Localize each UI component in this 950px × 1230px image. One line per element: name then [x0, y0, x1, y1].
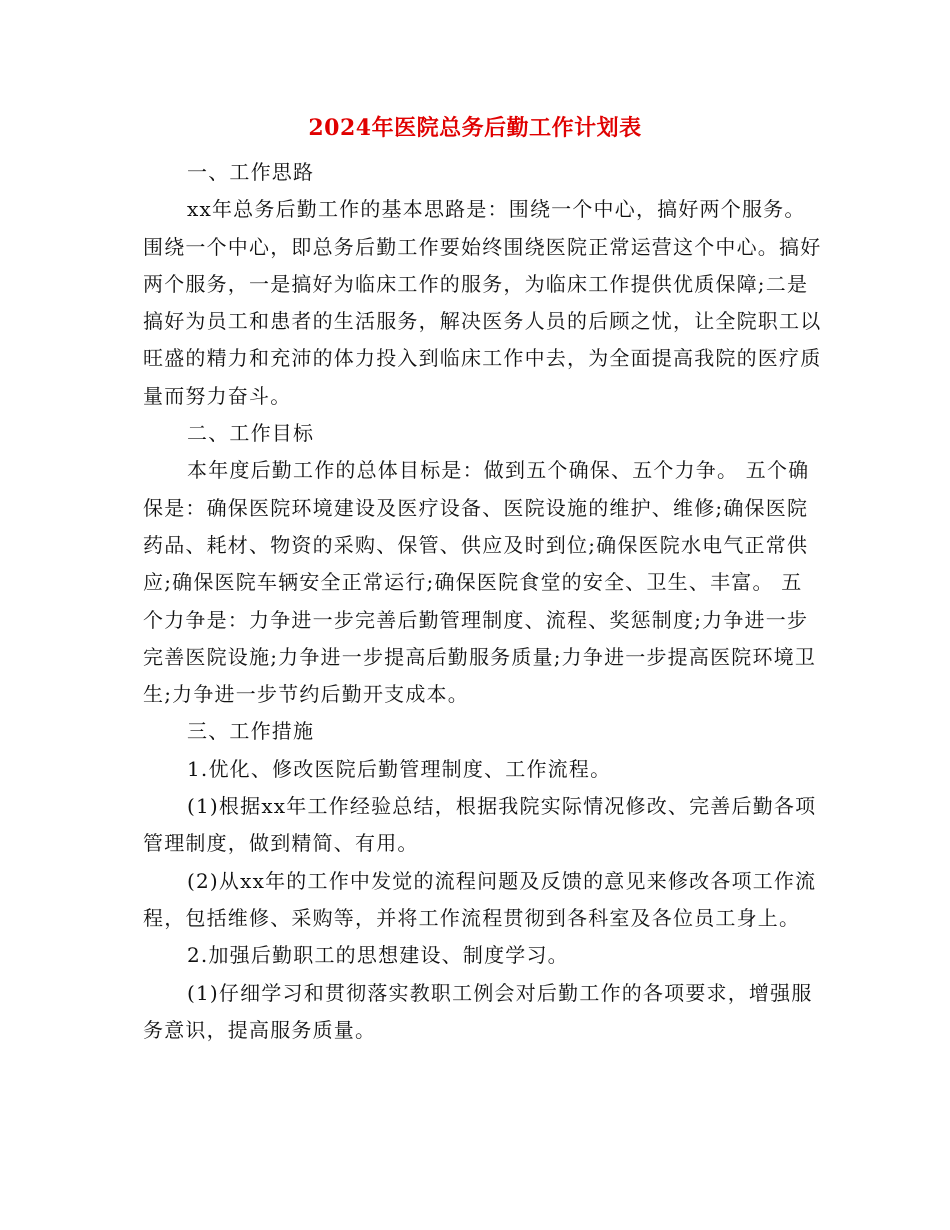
- section-heading-work-idea: 一、工作思路: [187, 160, 315, 184]
- measure-item-1-2: (2)从xx年的工作中发觉的流程问题及反馈的意见来修改各项工作流程，包括维修、采购等，并将工作流程贯彻到各科室及各位员工身上。: [143, 868, 817, 930]
- measure-item-2-1: (1)仔细学习和贯彻落实教职工例会对后勤工作的各项要求，增强服务意识，提高服务质量。: [143, 980, 813, 1042]
- measure-item-2: 2.加强后勤职工的思想建设、制度学习。: [187, 943, 569, 968]
- document-title: 2024年医院总务后勤工作计划表: [308, 115, 642, 141]
- measure-item-1: 1.优化、修改医院后勤管理制度、工作流程。: [187, 756, 612, 781]
- section-heading-work-goal: 二、工作目标: [187, 421, 315, 446]
- document-body: [143, 154, 823, 1049]
- paragraph-work-goal: 本年度后勤工作的总体目标是：做到五个确保、五个力争。 五个确保是：确保医院环境建设及医疗设备、医院设施的维护、维修;确保医院药品、耗材、物资的采购、保管、供应及时到位;确保医院水电气正常供应;确保医院车辆安全正常运行;确保医院食堂的安全、卫生、丰富。 五个力争是：力争进一步完善后勤管理制度、流程、奖惩制度;力争进一步完善医院设施;力争进一步提高后勤服务质量;力争进一步提高医院环境卫生;力争进一步节约后勤开支成本。: [143, 458, 817, 707]
- section-heading-work-measures: 三、工作措施: [187, 719, 315, 744]
- measure-item-1-1: (1)根据xx年工作经验总结，根据我院实际情况修改、完善后勤各项管理制度，做到精简、有用。: [143, 794, 817, 856]
- paragraph-work-idea: xx年总务后勤工作的基本思路是：围绕一个中心，搞好两个服务。围绕一个中心，即总务后勤工作要始终围绕医院正常运营这个中心。搞好两个服务，一是搞好为临床工作的服务，为临床工作提供优质保障;二是搞好为员工和患者的生活服务，解决医务人员的后顾之忧，让全院职工以旺盛的精力和充沛的体力投入到临床工作中去，为全面提高我院的医疗质量而努力奋斗。: [143, 197, 822, 408]
